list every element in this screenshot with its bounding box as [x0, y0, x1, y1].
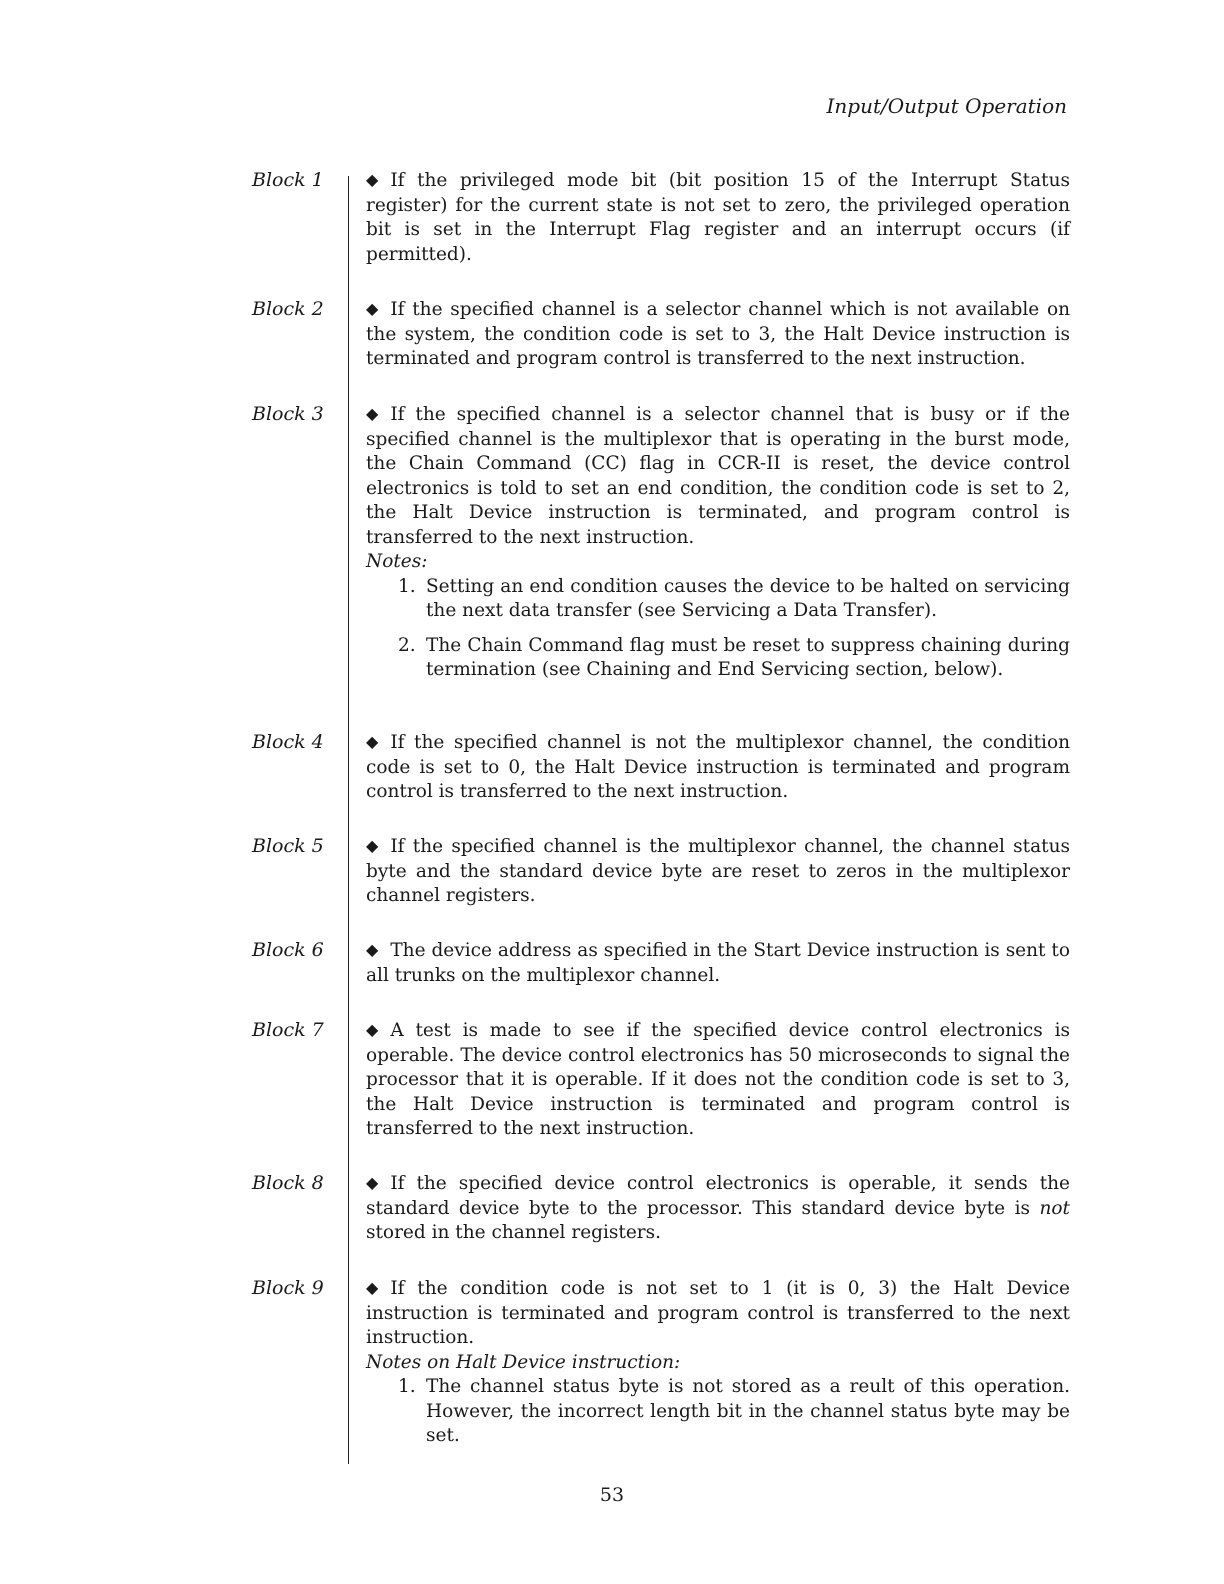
block-body — [366, 1018, 1070, 1142]
diamond-bullet-icon: ◆ — [366, 836, 379, 855]
block-text: stored in the channel registers. — [366, 1222, 661, 1243]
block-text: If the privileged mode bit (bit position 15 of the Interrupt Status register) for the current state is not set to zero, the privileged operation bit is set in the Interrupt Flag register and an interrupt occurs (if permitted). — [366, 170, 1070, 265]
block-body — [366, 402, 1070, 693]
diamond-bullet-icon: ◆ — [366, 732, 379, 751]
block-text: If the specified device control electronics is operable, it sends the standard device byte to the processor. This standard device byte is — [366, 1173, 1070, 1219]
note-text: Setting an end condition causes the device to be halted on servicing the next data transfer (see Servicing a Data Transfer). — [426, 575, 1070, 621]
note-item — [366, 634, 1070, 683]
notes-list — [366, 575, 1070, 683]
block-text: The device address as specified in the Start Device instruction is sent to all trunks on the multiplexor channel. — [366, 940, 1070, 986]
notes-label: Notes: — [366, 551, 428, 572]
diamond-bullet-icon: ◆ — [366, 170, 379, 189]
diamond-bullet-icon: ◆ — [366, 940, 379, 959]
block-body — [366, 1276, 1070, 1459]
block-body — [366, 834, 1070, 909]
block-label: Block 2 — [252, 298, 324, 320]
block-body — [366, 1171, 1070, 1246]
running-head: Input/Output Operation — [826, 94, 1067, 118]
note-number: 1. — [398, 1376, 416, 1397]
note-number: 2. — [398, 634, 416, 656]
block-text: If the specified channel is not the multiplexor channel, the condition code is set to 0, the Halt Device instruction is terminated and program control is transferred to the next instruction. — [366, 732, 1070, 802]
note-text: The channel status byte is not stored as a reult of this operation. However, the incorrect length bit in the channel status byte may be set. — [426, 1376, 1070, 1446]
block-label: Block 4 — [252, 731, 324, 753]
block-label: Block 9 — [252, 1277, 324, 1299]
emphasis-text: not — [1039, 1197, 1070, 1219]
block-label: Block 3 — [252, 403, 324, 425]
block-body — [366, 938, 1070, 988]
diamond-bullet-icon: ◆ — [366, 1278, 379, 1297]
diamond-bullet-icon: ◆ — [366, 1173, 379, 1192]
block-body — [366, 730, 1070, 805]
margin-rule — [348, 176, 349, 1464]
note-text: The Chain Command flag must be reset to suppress chaining during termination (see Chaining and End Servicing section, below). — [426, 634, 1070, 680]
diamond-bullet-icon: ◆ — [366, 1020, 379, 1039]
block-label: Block 5 — [252, 835, 324, 857]
block-text: If the specified channel is the multiplexor channel, the channel status byte and the standard device byte are reset to zeros in the multiplexor channel registers. — [366, 836, 1070, 906]
diamond-bullet-icon: ◆ — [366, 404, 379, 423]
block-label: Block 7 — [252, 1019, 324, 1041]
block-label: Block 1 — [252, 169, 324, 191]
note-item — [366, 575, 1070, 624]
block-body — [366, 168, 1070, 267]
block-text: If the specified channel is a selector channel which is not available on the system, the condition code is set to 3, the Halt Device instruction is terminated and program control is transferred to the next instruction. — [366, 299, 1070, 369]
block-text: If the specified channel is a selector channel that is busy or if the specified channel is the multiplexor that is operating in the burst mode, the Chain Command (CC) flag in CCR-II is reset, the device control electronics is told to set an end condition, the condition code is set to 2, the Halt Device instruction is terminated, and program control is transferred to the next instruction. — [366, 404, 1070, 548]
note-number: 1. — [398, 575, 416, 597]
block-text: A test is made to see if the specified device control electronics is operable. The device control electronics has 50 microseconds to signal the processor that it is operable. If it does not the condition code is set to 3, the Halt Device instruction is terminated and program control is transferred to the next instruction. — [366, 1020, 1070, 1139]
page-number: 53 — [599, 1484, 625, 1506]
notes-list — [366, 1375, 1070, 1449]
note-item — [366, 1375, 1070, 1449]
block-text: If the condition code is not set to 1 (it is 0, 3) the Halt Device instruction is terminated and program control is transferred to the next instruction. — [366, 1278, 1070, 1348]
block-label: Block 8 — [252, 1172, 324, 1194]
notes-label: Notes on Halt Device instruction: — [366, 1351, 681, 1373]
block-body — [366, 297, 1070, 372]
block-label: Block 6 — [252, 939, 324, 961]
diamond-bullet-icon: ◆ — [366, 299, 379, 318]
